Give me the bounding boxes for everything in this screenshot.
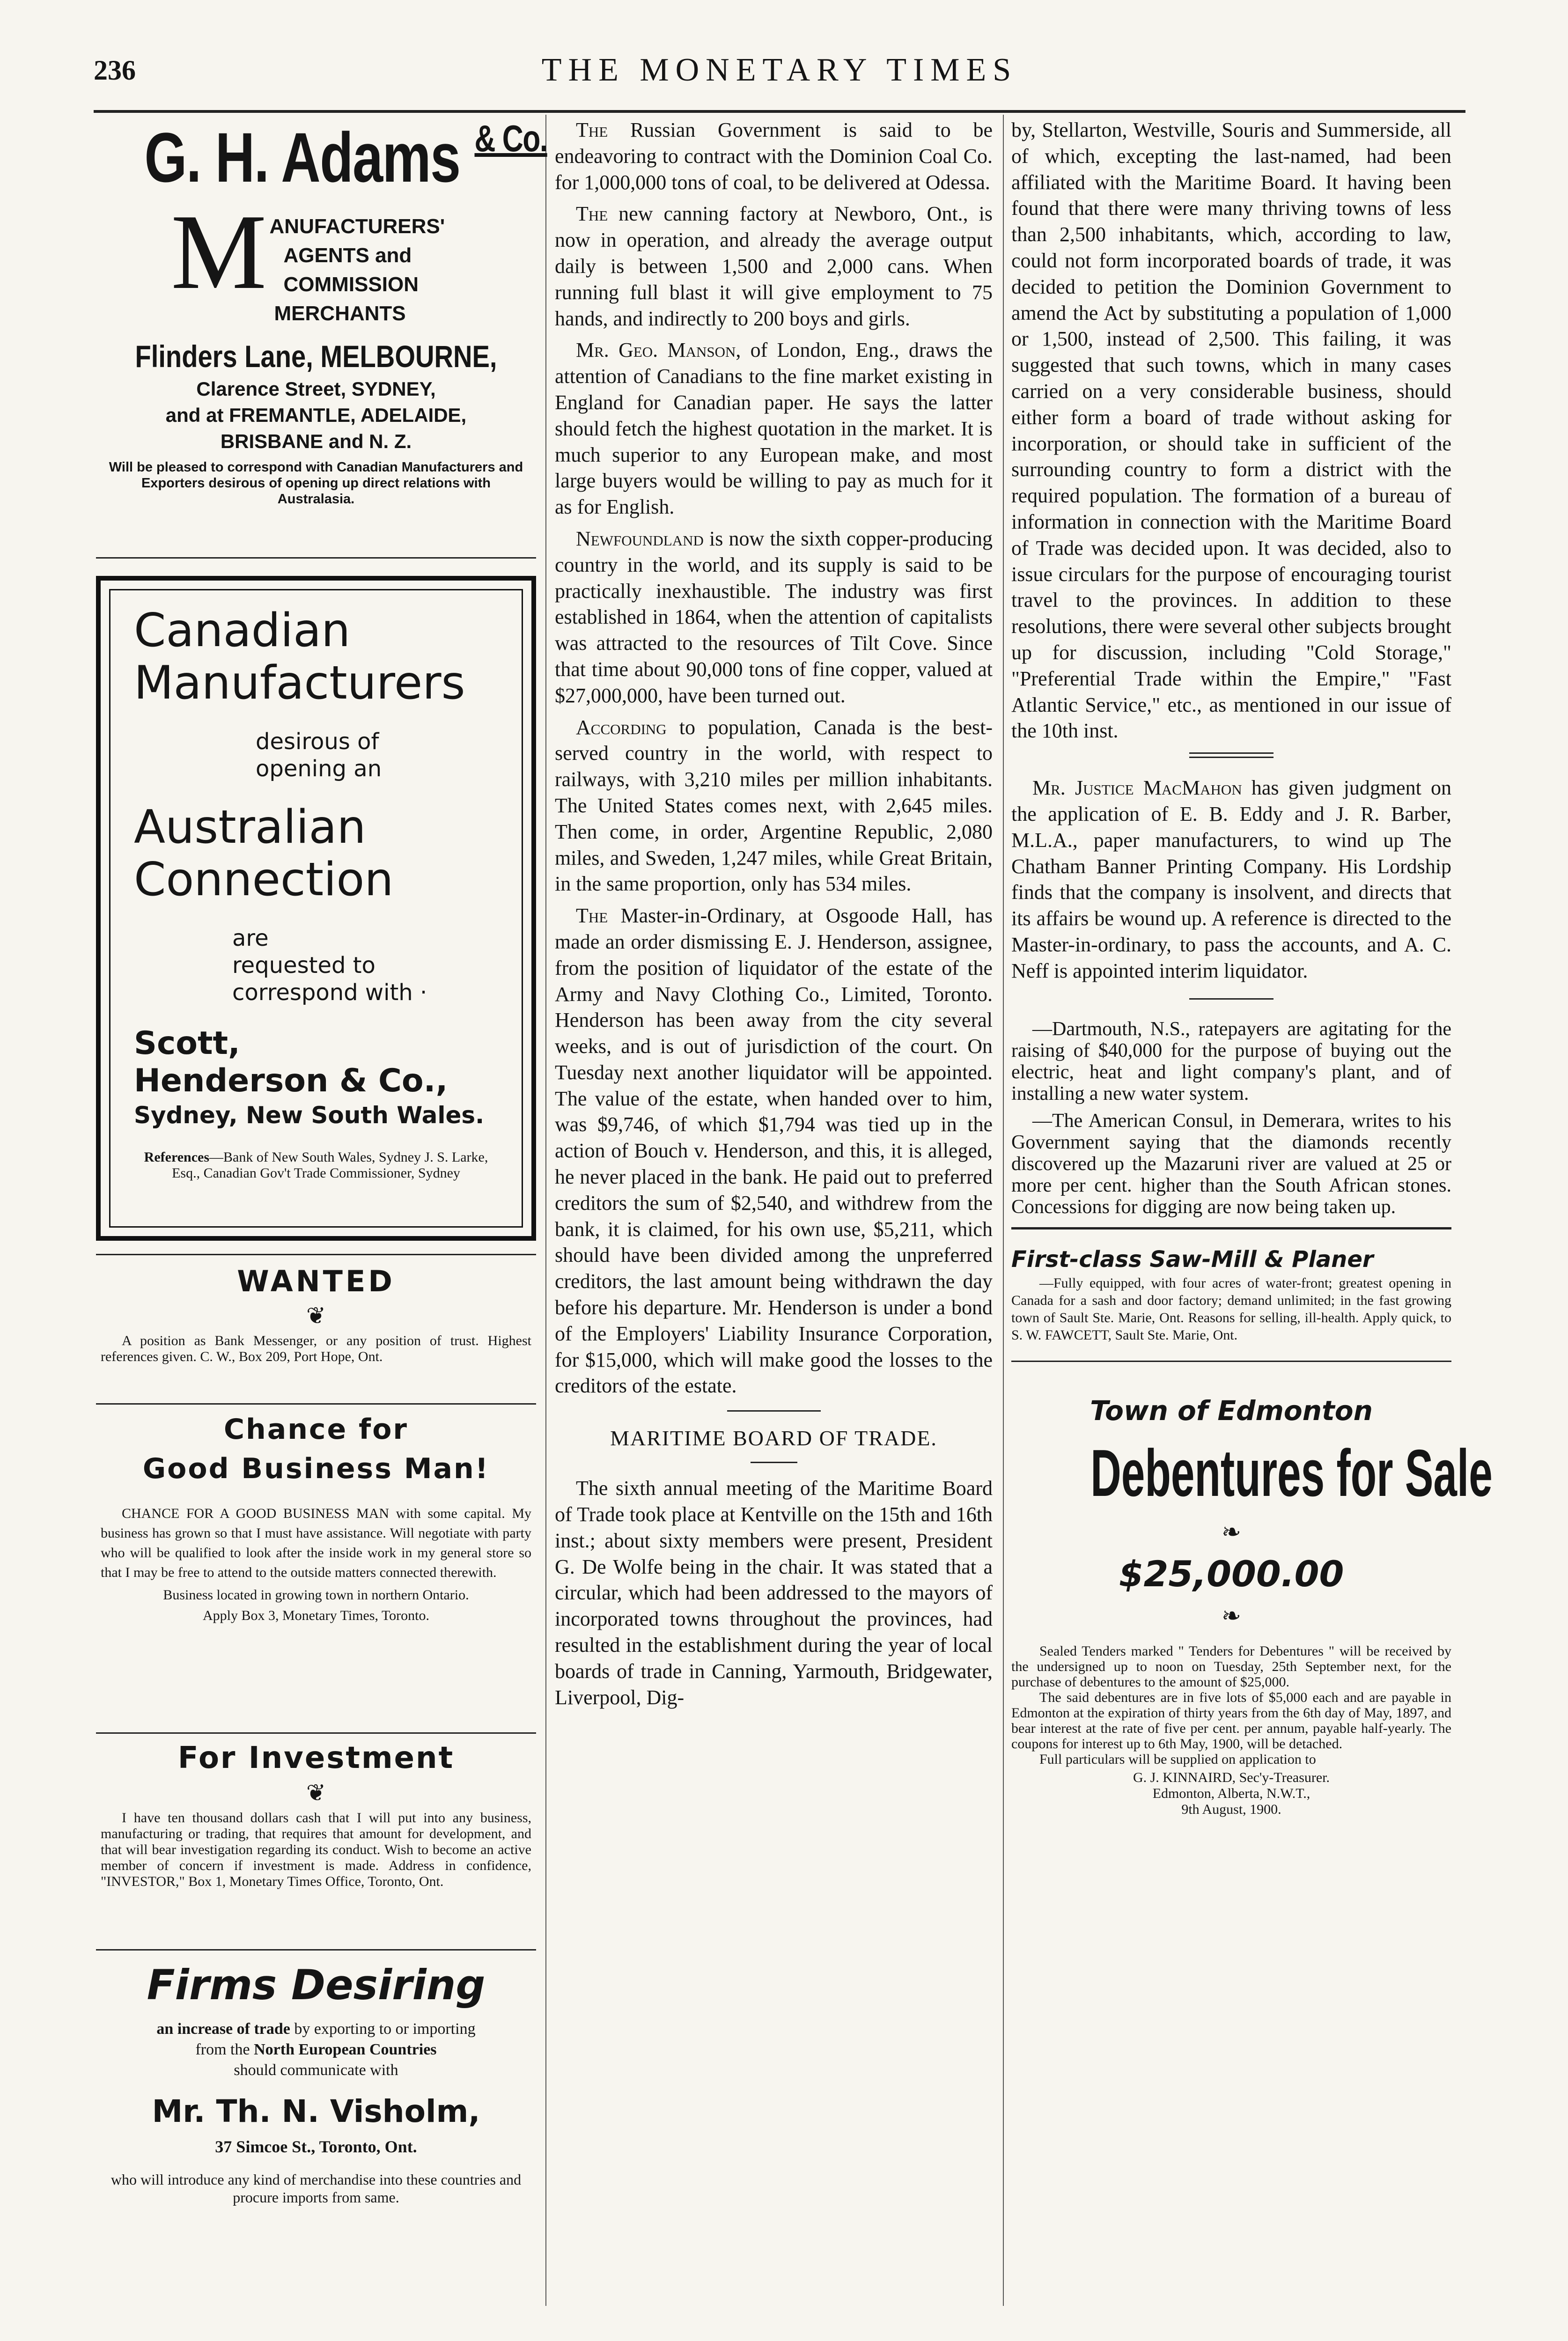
page-title: THE MONETARY TIMES <box>541 52 1018 88</box>
wanted-advertisement <box>96 1264 536 1365</box>
news-maritime-board-continued: by, Stellarton, Westville, Souris and Summerside, all of which, excepting the last-named, had been affiliated with the Maritime Board. It having been found that there were many thriving towns of less than 2,500 inhabitants, which, according to law, could not form incorporated boards of trade, it was decided to petition the Dominion Government to amend the Act by substituting a population of 1,000 or 1,500, instead of 2,500. This failing, it was suggested that such towns, which in many cases carried on a very considerable business, should either form a board of trade without asking for incorporation, or should take in sufficient of the surrounding country to form a district with the required population. The formation of a bureau of information in connection with the Maritime Board of Trade was decided upon. It was decided, also to issue circulars for the purpose of encouraging tourist travel to the provinces. In addition to these resolutions, there were several other subjects brought up for discussion, including "Cold Storage," "Preferential Trade within the Empire," "Fast Atlantic Service," etc., as mentioned in our issue of the 10th inst. <box>1011 118 1451 743</box>
adams-note: Will be pleased to correspond with Canadian Manufacturers and Exporters desirous of opening up direct relations with Australasia. <box>109 460 523 507</box>
box-line-australian: Australian <box>134 801 366 854</box>
ad-divider-3 <box>96 1403 536 1405</box>
box-line-canadian: Canadian <box>134 604 351 657</box>
news-master-in-ordinary: The Master-in-Ordinary, at Osgoode Hall, has made an order dismissing E. J. Henderson, assignee, from the position of liquidator of the estate of the Army and Navy Clothing Co., Limited, Toronto. Henderson has been away from the city several weeks, and is out of jurisdiction of the court. On Tuesday next another liquidator will be appointed. The value of the estate, when handed over to him, was $9,746, of which $1,794 was tied up in the action of Bouch v. Henderson, and this, it is alleged, he never placed in the bank. He paid out to preferred creditors the sum of $2,540, and withdrew from the bank, it is claimed, for his own use, $5,211, which should have been divided among the unpreferred creditors, the last amount being withdrawn the day before his departure. Mr. Henderson is under a bond of the Employers' Liability Insurance Corporation, for $15,000, which will make good the losses to the creditors of the estate. <box>555 904 993 1398</box>
fleuron-icon: ❧ <box>1222 1602 1241 1629</box>
sawmill-title: First-class Saw-Mill & Planer <box>1011 1246 1374 1273</box>
column-2-news <box>555 117 993 1716</box>
news-railways: According to population, Canada is the best-served country in the world, with respect to railways, with 3,210 miles per million inhabitants. The United States comes next, with 2,645 miles. Then come, in order, Argentine Republic, 2,080 miles, and Sweden, 1,247 miles, while Great Britain, in the same proportion, only has 534 miles. <box>555 715 993 896</box>
news-newfoundland-copper: Newfoundland is now the sixth copper-producing country in the world, and its supply is said to be practically inexhaustible. The industry was first established in 1864, when the attention of capitalists was attracted to the resources of Tilt Cove. Since that time about 90,000 tons of fine copper, valued at $27,000,000, have been turned out. <box>555 527 993 707</box>
sawmill-advertisement <box>1011 1246 1451 1344</box>
section-heading-underline <box>751 1462 797 1463</box>
chance-text: CHANCE FOR A GOOD BUSINESS MAN with some capital. My business has grown so that I must have assistance. Will negotiate with party who will be qualified to look after the inside work in my general store so that I may be free to attend to the outside matters connected therewith. <box>101 1506 531 1580</box>
adams-address-2: Clarence Street, SYDNEY, <box>196 378 436 400</box>
news-manson-paper: Mr. Geo. Manson, of London, Eng., draws the attention of Canadians to the fine market existing in England for Canadian paper. He says the latter should fetch the highest quotation in the market. It is much superior to any European make, and most large buyers would be willing to pay as much for it as for English. <box>555 339 993 519</box>
investment-advertisement <box>96 1741 536 1890</box>
edmonton-signature: G. J. KINNAIRD, Sec'y-Treasurer. <box>1133 1769 1330 1785</box>
news-russian-coal: The Russian Government is said to be endeavoring to contract with the Dominion Coal Co. for 1,000,000 tons of coal, to be delivered at Odessa. <box>555 118 993 194</box>
adams-initial-m: M <box>171 192 267 311</box>
adams-company-name: G. H. Adams $^{\& Co.}$ <box>144 118 547 197</box>
box-references: References—Bank of New South Wales, Sydney J. S. Larke, Esq., Canadian Gov't Trade Commissioner, Sydney <box>144 1149 488 1181</box>
box-place: Sydney, New South Wales. <box>134 1102 485 1129</box>
canadian-manufacturers-advertisement: Canadian Manufacturers desirous of opening an Australian Connection are requested to correspond with · Scott, Henderson & Co., Sydney, New South Wales. References—Bank of New South Wales, Sydney J. S. Larke, Esq., Canadian Gov't Trade Commissioner, Sydney <box>96 576 536 1241</box>
firms-advertisement: Firms Desiring an increase of trade by exporting to or importing from the North European Countries should communicate with Mr. Th. N. Visholm, 37 Simcoe St., Toronto, Ont. who will introduce any kind of merchandise into these countries and procure imports from same. <box>96 1959 536 2206</box>
box-name-henderson: Henderson & Co., <box>134 1062 448 1099</box>
box-line-connection: Connection <box>134 853 394 906</box>
news-dartmouth: —Dartmouth, N.S., ratepayers are agitating for the raising of $40,000 for the purpose of buying out the electric, heat and light company's plant, and of installing a new water system. <box>1011 1018 1451 1104</box>
firms-contact-address: 37 Simcoe St., Toronto, Ont. <box>215 2137 417 2156</box>
chance-title-2: Good Business Man! <box>142 1452 490 1485</box>
news-maritime-board: The sixth annual meeting of the Maritime Board of Trade took place at Kentville on the 15th and 16th inst.; about sixty members were present, President G. De Wolfe being in the chair. It was stated that a circular, which had been addressed to the mayors of incorporated towns throughout the provinces, had resulted in the establishment during the year of local boards of trade in Canning, Yarmouth, Bridgewater, Liverpool, Dig- <box>555 1477 993 1709</box>
wanted-text: A position as Bank Messenger, or any position of trust. Highest references given. C. W., Box 209, Port Hope, Ont. <box>101 1333 531 1364</box>
edmonton-amount: $25,000.00 <box>1119 1553 1344 1595</box>
adams-co: & Co. <box>474 118 547 159</box>
fleuron-icon: ❦ <box>306 1780 326 1806</box>
column-rule-2 <box>1003 115 1004 2306</box>
section-heading-maritime: MARITIME BOARD OF TRADE. <box>610 1426 937 1450</box>
section-divider <box>727 1410 821 1412</box>
divider-double <box>1189 752 1274 754</box>
news-newboro-canning: The new canning factory at Newboro, Ont., is now in operation, and already the average output daily is between 1,500 and 2,000 cans. When running full blast it will give employment to 75 hands, and indirectly to 200 boys and girls. <box>555 202 993 330</box>
adams-address-main: Flinders Lane, MELBOURNE, <box>135 339 497 374</box>
chance-advertisement: Chance for Good Business Man! CHANCE FOR A GOOD BUSINESS MAN with some capital. My business has grown so that I must have assistance. Will negotiate with party who will be qualified to look after the inside work in my general store so that I may be free to attend to the outside matters connected therewith. Business located in growing town in northern Ontario. Apply Box 3, Monetary Times, Toronto. <box>96 1413 536 1624</box>
wanted-title: WANTED <box>237 1264 395 1298</box>
divider <box>1189 998 1274 1000</box>
investment-title: For Investment <box>177 1741 455 1775</box>
edmonton-advertisement: Town of Edmonton Debentures for Sale ❧ $25,000.00 ❧ Sealed Tenders marked " Tenders for Debentures " will be received by the undersigned up to noon on Tuesday, 25th September next, for the purchase of debentures to the amount of $25,000. The said debentures are in five lots of $5,000 each and are payable in Edmonton at the expiration of thirty years from the 6th day of May, 1897, and bear interest at the rate of five per cent. per annum, payable half-yearly. The coupons for interest up to 6th May, 1900, will be detached. Full particulars will be supplied on application to G. J. KINNAIRD, Sec'y-Treasurer. Edmonton, Alberta, N.W.T., 9th August, 1900. <box>1011 1394 1493 1817</box>
fleuron-icon: ❧ <box>1222 1518 1241 1545</box>
ad-divider-1 <box>96 557 536 559</box>
box-line-manufacturers: Manufacturers <box>134 656 465 710</box>
adams-address-4: BRISBANE and N. Z. <box>220 430 412 452</box>
column-advertisements <box>96 112 547 507</box>
fleuron-icon: ❦ <box>306 1303 326 1329</box>
column-rule-1 <box>545 115 546 2306</box>
sawmill-text: —Fully equipped, with four acres of water-front; greatest opening in Canada for a sash and door factory; demand unlimited; in the fast growing town of Sault Ste. Marie, Ont. Reasons for selling, ill-health. Apply quick, to S. W. FAWCETT, Sault Ste. Marie, Ont. <box>1011 1275 1451 1343</box>
ad-divider-2 <box>96 1254 536 1255</box>
page-header <box>94 52 1465 94</box>
chance-title-1: Chance for <box>223 1413 408 1446</box>
adams-address-3: and at FREMANTLE, ADELAIDE, <box>165 404 467 426</box>
firms-title: Firms Desiring <box>147 1961 486 2009</box>
firms-contact-name: Mr. Th. N. Visholm, <box>152 2093 480 2129</box>
ad-divider-5 <box>96 1949 536 1951</box>
column-3-news <box>1011 117 1493 1818</box>
page-number: 236 <box>94 55 136 86</box>
investment-text: I have ten thousand dollars cash that I will put into any business, manufacturing or trading, that requires that amount for development, and that will bear investigation regarding its conduct. Wish to become an active member of concern if investment is made. Address in confidence, "INVESTOR," Box 1, Monetary Times Office, Toronto, Ont. <box>101 1810 531 1889</box>
edmonton-title: Debentures for Sale <box>1090 1436 1493 1510</box>
edmonton-town: Town of Edmonton <box>1090 1394 1373 1427</box>
adams-advertisement <box>96 117 547 507</box>
box-name-scott: Scott, <box>134 1025 240 1062</box>
news-macmahon-judgment: Mr. Justice MacMahon has given judgment on the application of E. B. Eddy and J. R. Barber, M.L.A., paper manufacturers, to wind up The Chatham Banner Printing Company. His Lordship finds that the company is insolvent, and directs that its affairs be wound up. A reference is directed to the Master-in-ordinary, to pass the accounts, and A. C. Neff is appointed interim liquidator. <box>1011 776 1451 982</box>
ad-divider-4 <box>96 1732 536 1734</box>
adams-trades: M ANUFACTURERS' AGENTS and COMMISSION MERCHANTS <box>171 192 445 325</box>
news-demerara-diamonds: —The American Consul, in Demerara, writes to his Government saying that the diamonds recently discovered up the Mazaruni river are valued at 25 or more per cent. higher than the South African stones. Concessions for digging are now being taken up. <box>1011 1110 1451 1218</box>
